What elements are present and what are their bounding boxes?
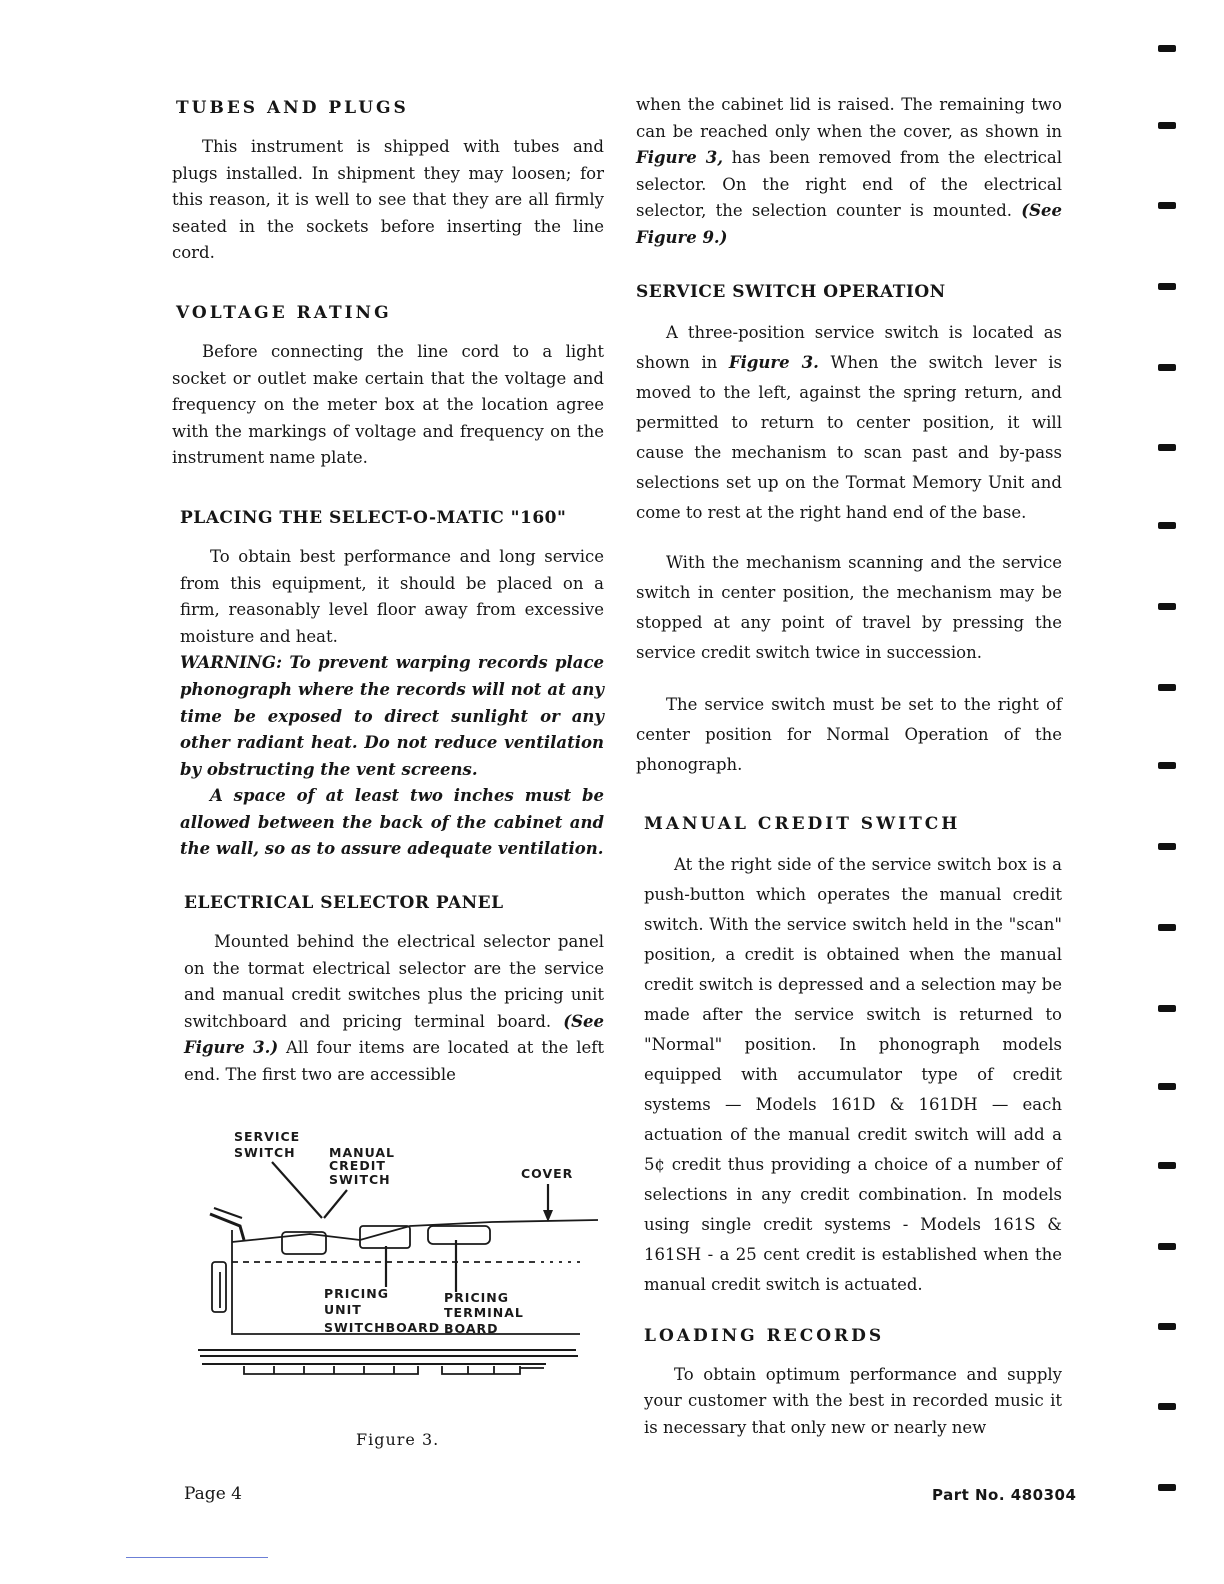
label-manual-2: CREDIT [329,1158,386,1173]
continuation-a: when the cabinet lid is raised. The remaining two can be reached only when the cover, as shown in [636,95,1062,141]
label-terminal-3: BOARD [444,1321,499,1336]
label-service-1: SERVICE [234,1129,301,1144]
figure-3-ref: (See Figure 3.) [184,1011,604,1058]
label-pricing-unit-3: SWITCHBOARD [324,1320,441,1335]
service-text-a: A three-position service switch is located as shown in [636,322,1062,372]
panel-text-b: All four items are located at the left end. The first two are accessible [184,1038,605,1085]
label-manual-1: MANUAL [329,1145,395,1160]
service-text-b: When the switch lever is moved to the left, against the spring return, and permitted to return to center position, it will cause the mechanism to scan past and by-pass selections set up on the Tormat Memory Unit and come to rest at the right hand end of the base. [636,352,1062,522]
heading-service-switch-operation: SERVICE SWITCH OPERATION [636,281,946,302]
loading-records-text: To obtain optimum performance and supply your customer with the best in recorded music it is necessary that only new or nearly new [644,1364,1062,1437]
continuation-b: has been removed from the electrical selector. On the right end of the electrical selector, the selection counter is mounted. [636,148,1062,221]
panel-text-a: Mounted behind the electrical selector panel on the tormat electrical selector are the service and manual credit switches plus the pricing unit switchboard and pricing terminal board. [184,932,604,1031]
figure-caption: Figure 3. [356,1430,440,1449]
heading-placing: PLACING THE SELECT-O-MATIC "160" [180,507,567,528]
part-number: Part No. 480304 [932,1486,1077,1504]
label-terminal-2: TERMINAL [444,1305,524,1320]
manual-credit-switch-text: At the right side of the service switch box is a push-button which operates the manual credit switch. With the service switch held in the "scan" position, a credit is obtained when the manual credit switch is depressed and a selection may be made after the service switch is returned to "Normal" position. In phonograph models equipped with accumulator type of credit systems — Models 161D & 161DH — each actuation of the manual credit switch will add a 5¢ credit thus providing a choice of a number of selections in any credit combination. In models using single credit systems - Models 161S & 161SH - a 25 cent credit is established when the manual credit switch is actuated. [644,854,1062,1294]
heading-voltage-rating: VOLTAGE RATING [176,302,392,323]
page-number: Page 4 [184,1484,242,1504]
service-switch-text-2: With the mechanism scanning and the service switch in center position, the mechanism may be stopped at any point of travel by pressing the service credit switch twice in succession. [636,552,1062,662]
figure-3-diagram [192,1122,612,1392]
heading-tubes-and-plugs: TUBES AND PLUGS [176,98,409,118]
selector-continuation-text [636,92,1062,252]
label-service-2: SWITCH [234,1145,296,1160]
figure-3-ref-service: Figure 3. [728,352,819,372]
label-cover: COVER [521,1166,574,1181]
service-switch-text-3: The service switch must be set to the right of center position for Normal Operation of the phonograph. [636,694,1062,774]
label-pricing-unit-1: PRICING [324,1286,389,1301]
heading-electrical-selector-panel: ELECTRICAL SELECTOR PANEL [184,893,504,914]
service-switch-text-1 [636,318,1062,528]
label-pricing-unit-2: UNIT [324,1302,362,1317]
label-manual-3: SWITCH [329,1172,391,1187]
placing-text: To obtain best performance and long service from this equipment, it should be placed on a firm, reasonably level floor away from excessive moisture and heat. [180,546,604,646]
electrical-selector-panel-text [184,929,604,1089]
ventilation-space-text: A space of at least two inches must be allowed between the back of the cabinet and the wall, so as to assure adequate ventilation. [180,786,604,859]
heading-loading-records: LOADING RECORDS [644,1325,885,1346]
figure-9-ref: (See Figure 9.) [636,201,1062,247]
voltage-rating-text: Before connecting the line cord to a light socket or outlet make certain that the voltage and frequency on the meter box at the location agree with the markings of voltage and frequency on the instrument name plate. [172,341,604,468]
footer-rule [126,1557,268,1558]
tubes-and-plugs-text: This instrument is shipped with tubes and plugs installed. In shipment they may loosen; for this reason, it is well to see that they are all firmly seated in the sockets before inserting the line cord. [172,137,604,263]
selector-mechanism-drawing [198,1208,598,1374]
warning-text: WARNING: To prevent warping records place phonograph where the records will not at any time be exposed to direct sunlight or any other radiant heat. Do not reduce ventilation by obstructing the vent screens. [180,653,604,779]
left-column [172,94,604,1089]
label-terminal-1: PRICING [444,1290,509,1305]
heading-manual-credit-switch: MANUAL CREDIT SWITCH [644,813,961,834]
right-column [636,92,1062,1441]
figure-3-ref-right: Figure 3, [636,148,724,168]
